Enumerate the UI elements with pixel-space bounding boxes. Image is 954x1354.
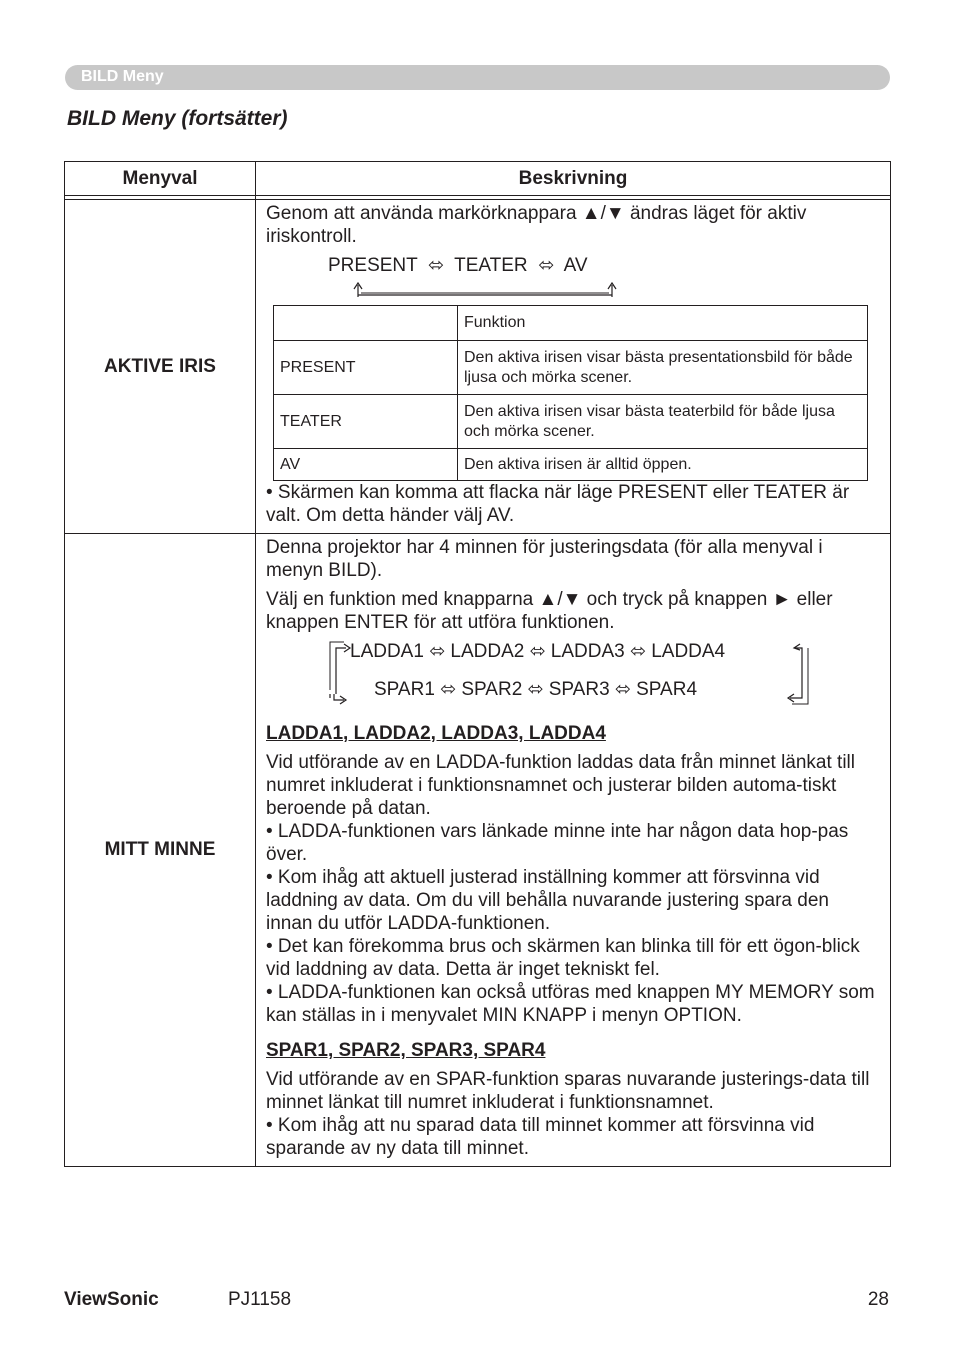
bullet-item: • Kom ihåg att aktuell justerad inställning kommer att försvinna vid laddning av data. Om du vill behålla nuvarande justering spara den innan du utför LADDA-funktionen.: [266, 867, 829, 934]
bullet-item: • Kom ihåg att nu sparad data till minnet kommer att försvinna vid sparande av ny data till minnet.: [266, 1115, 815, 1159]
column-header-beskrivning: Beskrivning: [256, 162, 891, 196]
sub-table-row: [274, 449, 868, 481]
page-number: 28: [867, 1289, 889, 1310]
menu-item-description: [256, 200, 891, 534]
bullet-item: • LADDA-funktionen vars länkade minne inte har någon data hop-pas över.: [266, 821, 849, 865]
iris-mode-table: [273, 305, 868, 481]
mode-description: Den aktiva irisen visar bästa teaterbild för både ljusa och mörka scener.: [458, 395, 868, 449]
paragraph: Vid utförande av en SPAR-funktion sparas nuvarande justerings-data till minnet länkat till numret inkluderat i funktionsnamnet.: [266, 1069, 870, 1113]
table-row: [65, 534, 891, 1167]
menu-item-description: [256, 534, 891, 1167]
sub-table-header-funktion: Funktion: [458, 306, 868, 341]
cycle-item: TEATER: [454, 255, 528, 276]
sub-table-row: [274, 395, 868, 449]
mode-description: Den aktiva irisen är alltid öppen.: [458, 449, 868, 481]
menu-item-name: MITT MINNE: [65, 534, 256, 1167]
sub-table-cell: [274, 306, 458, 341]
ladda-cycle-row: LADDA1 ⬄ LADDA2 ⬄ LADDA3 ⬄ LADDA4: [350, 641, 726, 662]
note-text: • Skärmen kan komma att flacka när läge PRESENT eller TEATER är valt. Om detta händer välj AV.: [266, 482, 850, 526]
footer-brand: ViewSonic: [64, 1289, 159, 1310]
column-header-menyval: Menyval: [65, 162, 256, 196]
cycle-item: PRESENT: [328, 255, 418, 276]
sub-table-header-row: [274, 306, 868, 341]
menu-item-name: AKTIVE IRIS: [65, 200, 256, 534]
double-arrow-icon: ⬄: [427, 255, 444, 276]
spar-cycle-row: SPAR1 ⬄ SPAR2 ⬄ SPAR3 ⬄ SPAR4: [374, 679, 698, 700]
section-header-bar: [65, 65, 890, 90]
menu-table: [64, 161, 891, 1167]
bullet-item: • Det kan förekomma brus och skärmen kan blinka till för ett ögon-blick vid laddning av data. Detta är inget tekniskt fel.: [266, 936, 860, 980]
bullet-item: • LADDA-funktionen kan också utföras med knappen MY MEMORY som kan ställas in i menyvalet MIN KNAPP i menyn OPTION.: [266, 982, 875, 1026]
mode-cycle-diagram: [266, 254, 880, 277]
description-text: Välj en funktion med knapparna ▲/▼ och tryck på knappen ► eller knappen ENTER för att utföra funktionen.: [266, 589, 833, 633]
mode-name: PRESENT: [274, 341, 458, 395]
table-row: [65, 200, 891, 534]
cycle-item: AV: [563, 255, 588, 276]
mode-name: AV: [274, 449, 458, 481]
sub-table-row: [274, 341, 868, 395]
description-text: Genom att använda markörknappara ▲/▼ ändras läget för aktiv iriskontroll.: [266, 203, 807, 247]
double-arrow-icon: ⬄: [538, 255, 555, 276]
paragraph: Vid utförande av en LADDA-funktion laddas data från minnet länkat till numret inkluderat i funktionsnamnet och justerar bilden automa-tiskt beroende på datan.: [266, 752, 855, 819]
mode-name: TEATER: [274, 395, 458, 449]
spar-heading: SPAR1, SPAR2, SPAR3, SPAR4: [266, 1040, 546, 1061]
memory-cycle-diagram: [266, 640, 880, 710]
mode-description: Den aktiva irisen visar bästa presentationsbild för både ljusa och mörka scener.: [458, 341, 868, 395]
table-header-row: [65, 162, 891, 196]
section-header-label: BILD Meny: [81, 68, 164, 85]
ladda-heading: LADDA1, LADDA2, LADDA3, LADDA4: [266, 723, 606, 744]
return-arrow-icon: [352, 279, 622, 299]
description-text: Denna projektor har 4 minnen för justeringsdata (för alla menyval i menyn BILD).: [266, 537, 823, 581]
footer-model: PJ1158: [228, 1289, 292, 1310]
page-title: BILD Meny (fortsätter): [67, 107, 288, 130]
